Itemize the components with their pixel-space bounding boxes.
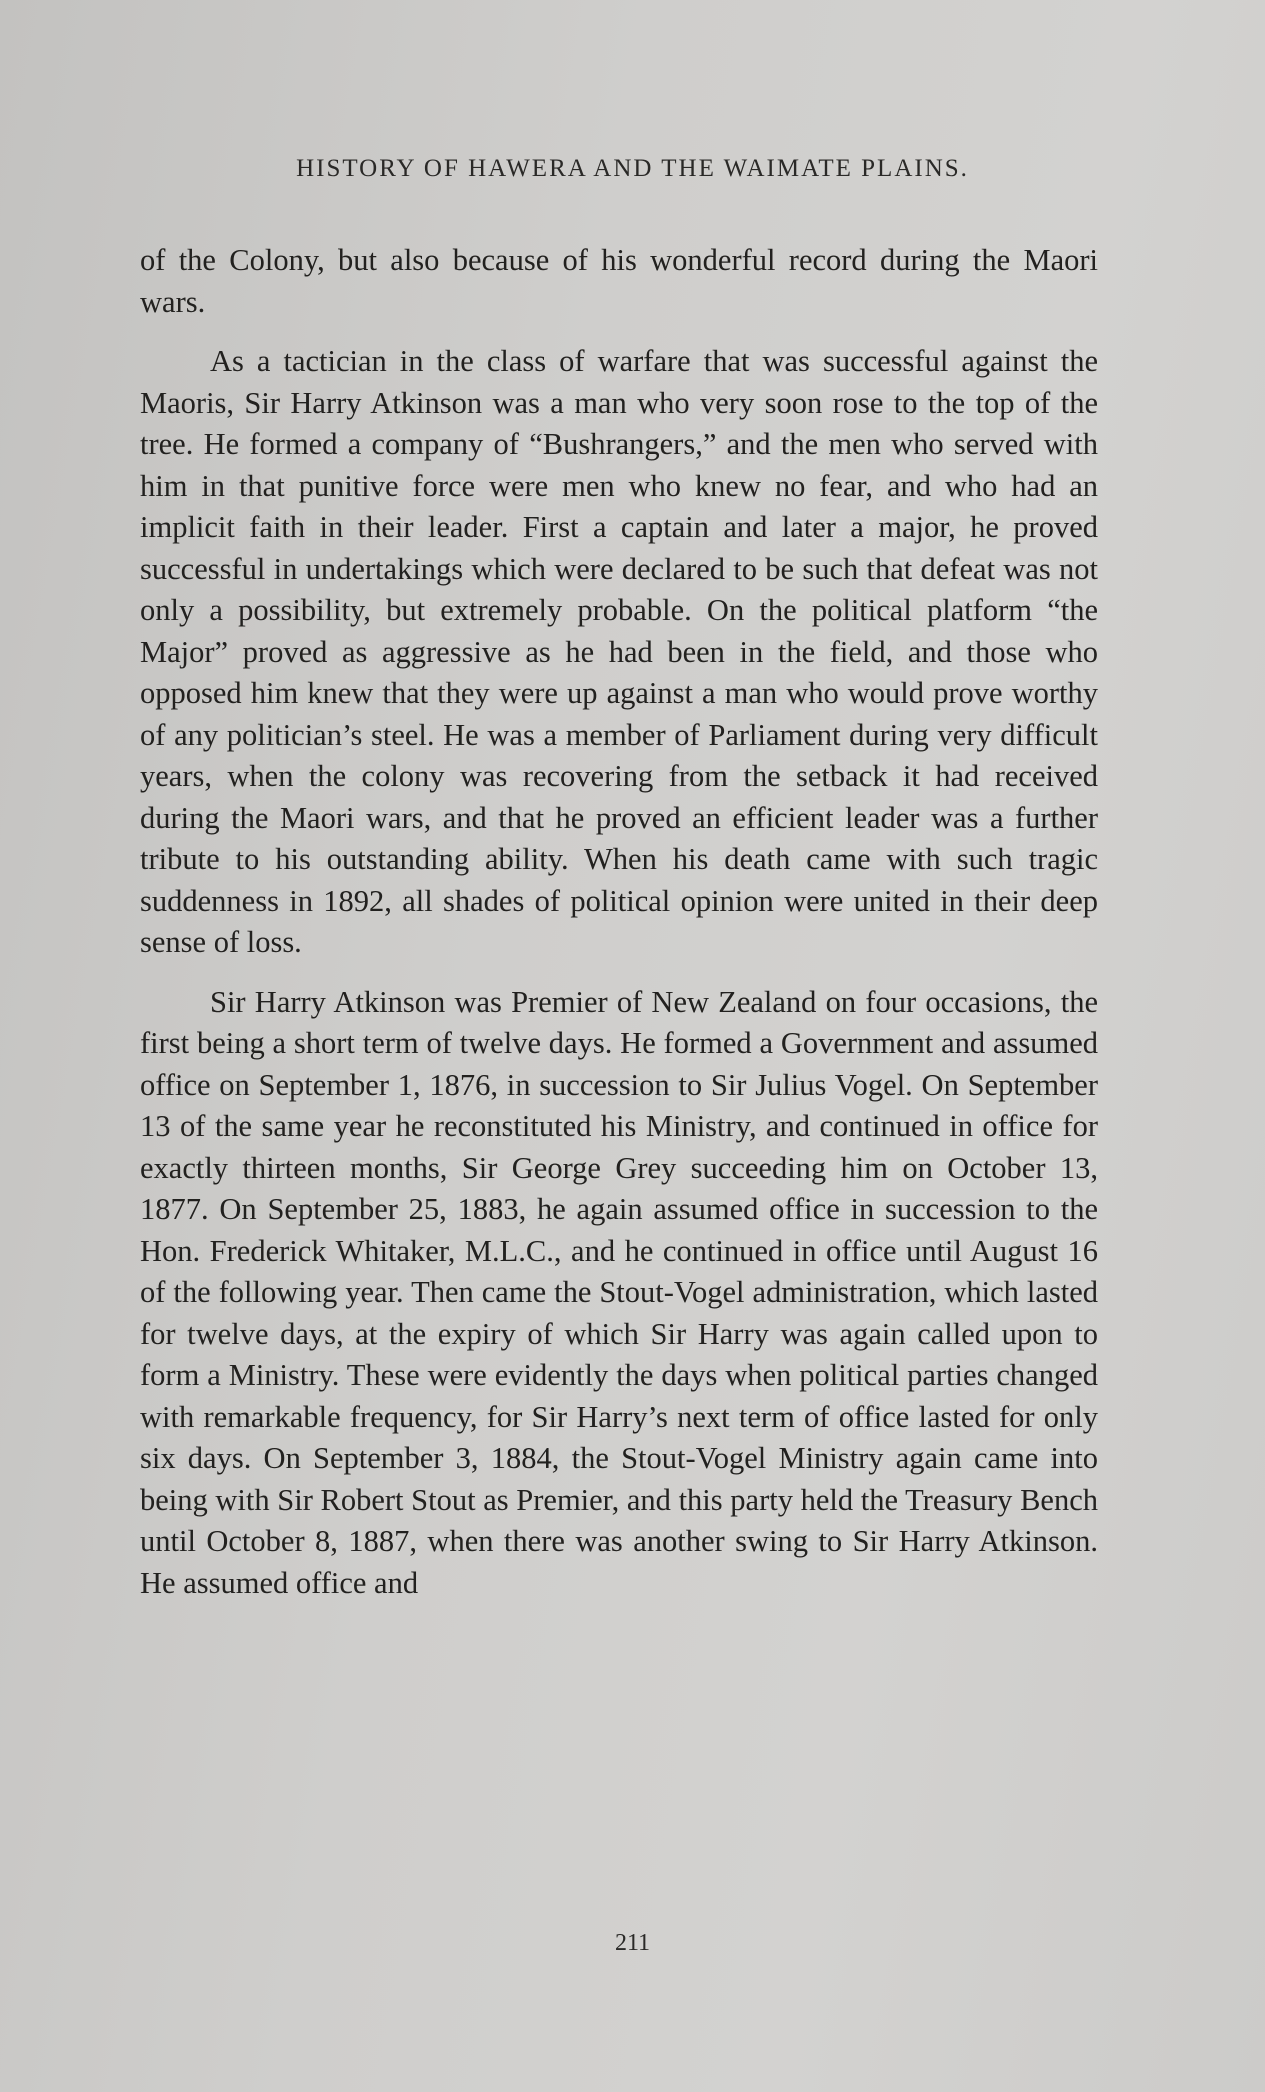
body-text (140, 240, 1098, 1622)
paragraph-premier: Sir Harry Atkinson was Premier of New Zealand on four occasions, the first being a short term of twelve days. He formed a Government and assumed office on September 1, 1876, in succession to Sir Julius Vogel. On September 13 of the same year he reconstituted his Ministry, and continued in office for exactly thirteen months, Sir George Grey succeeding him on October 13, 1877. On September 25, 1883, he again assumed office in succession to the Hon. Frederick Whitaker, M.L.C., and he continued in office until August 16 of the following year. Then came the Stout-Vogel administration, which lasted for twelve days, at the expiry of which Sir Harry was again called upon to form a Ministry. These were evidently the days when political parties changed with remarkable frequency, for Sir Harry’s next term of office lasted for only six days. On September 3, 1884, the Stout-Vogel Ministry again came into being with Sir Robert Stout as Premier, and this party held the Treasury Bench until October 8, 1887, when there was another swing to Sir Harry Atkinson. He assumed office and (140, 984, 1098, 1600)
paragraph-tactician: As a tactician in the class of warfare that was successful against the Maoris, Sir Harry Atkinson was a man who very soon rose to the top of the tree. He formed a company of “Bushrangers,” and the men who served with him in that punitive force were men who knew no fear, and who had an implicit faith in their leader. First a captain and later a major, he proved successful in undertakings which were declared to be such that defeat was not only a possibility, but extremely probable. On the political platform “the Major” proved as aggressive as he had been in the field, and those who opposed him knew that they were up against a man who would prove worthy of any politician’s steel. He was a member of Parliament during very difficult years, when the colony was recovering from the setback it had received during the Maori wars, and that he proved an efficient leader was a further tribute to his outstanding ability. When his death came with such tragic suddenness in 1892, all shades of political opinion were united in their deep sense of loss. (140, 344, 1098, 959)
page-number: 211 (614, 1930, 651, 1956)
paragraph-continued: of the Colony, but also because of his wonderful record during the Maori wars. (140, 243, 1098, 319)
running-header: HISTORY OF HAWERA AND THE WAIMATE PLAINS. (296, 155, 969, 182)
